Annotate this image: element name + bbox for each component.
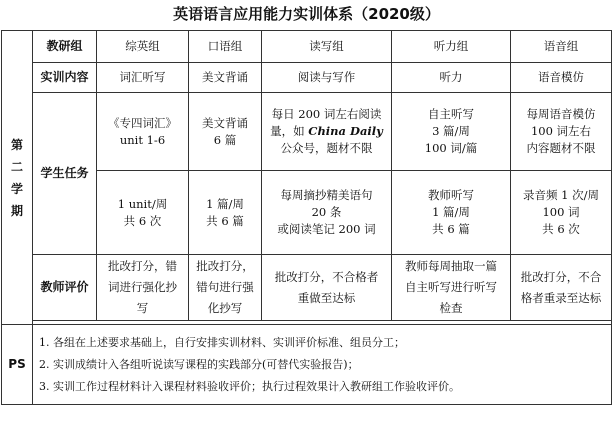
task-line: 1 unit/周 <box>117 196 168 211</box>
training-system-table <box>1 30 612 405</box>
task-line: 内容题材不限 <box>526 141 596 155</box>
task-line: 1 篇/周 <box>206 196 244 211</box>
eval-cell <box>189 255 262 321</box>
content-cell: 语音模仿 <box>511 63 612 93</box>
task-line: 100 词 <box>542 205 580 219</box>
ps-label: PS <box>2 325 33 405</box>
term-char: 期 <box>10 203 23 218</box>
term-char: 学 <box>10 181 23 196</box>
task-line: 教师听写 <box>428 188 474 202</box>
task-line: 共 6 次 <box>123 213 162 228</box>
eval-line: 错句进行强 <box>196 280 254 294</box>
eval-line: 批改打分， <box>196 259 254 273</box>
task-bottom-cell <box>392 171 511 255</box>
eval-line: 自主听写进行听写 <box>405 280 497 294</box>
content-cell: 美文背诵 <box>189 63 262 93</box>
eval-line: 化抄写 <box>207 301 243 315</box>
task-line: 3 篇/周 <box>432 124 470 138</box>
row-label-task: 学生任务 <box>33 93 97 255</box>
task-top-cell <box>97 93 189 171</box>
task-line: 自主听写 <box>428 107 474 121</box>
term-char: 二 <box>10 159 23 174</box>
task-line: 录音频 1 次/周 <box>522 188 599 202</box>
task-line: 20 条 <box>311 205 342 219</box>
task-line: 每周语音模仿 <box>526 107 596 121</box>
content-cell: 阅读与写作 <box>262 63 392 93</box>
eval-line: 批改打分，不合 <box>520 269 602 284</box>
group-name: 口语组 <box>189 31 262 63</box>
eval-line: 教师每周抽取一篇 <box>405 259 497 273</box>
group-name: 听力组 <box>392 31 511 63</box>
content-cell: 词汇听写 <box>97 63 189 93</box>
row-label-eval: 教师评价 <box>33 255 97 321</box>
task-line: unit 1-6 <box>119 132 166 147</box>
task-line: 1 篇/周 <box>432 205 470 219</box>
page-title: 英语语言应用能力实训体系（2020级） <box>173 5 440 23</box>
eval-cell <box>511 255 612 321</box>
eval-cell <box>262 255 392 321</box>
eval-line: 重做至达标 <box>297 290 356 305</box>
eval-line: 词进行强化抄 <box>108 280 177 294</box>
ps-note: 1. 各组在上述要求基础上，自行安排实训材料、实训评价标准、组员分工； <box>39 335 405 349</box>
eval-cell <box>97 255 189 321</box>
task-line: 每周摘抄精美语句 <box>280 188 373 202</box>
task-line: 共 6 次 <box>542 222 580 236</box>
newspaper-name: China Daily <box>308 124 383 138</box>
task-text: 量，如 <box>270 124 309 138</box>
ps-notes <box>33 325 612 405</box>
eval-line: 批改打分，不合格者 <box>274 269 379 284</box>
eval-line: 检查 <box>439 301 463 315</box>
task-line: 美文背诵 <box>202 115 248 130</box>
task-line: 6 篇 <box>213 132 237 147</box>
ps-note: 2. 实训成绩计入各组听说读写课程的实践部分(可替代实验报告)； <box>39 357 359 371</box>
task-line: 每日 200 词左右阅读 <box>271 107 382 121</box>
task-line: 公众号，题材不限 <box>280 141 373 155</box>
row-label-content: 实训内容 <box>33 63 97 93</box>
task-top-cell <box>392 93 511 171</box>
eval-line: 写 <box>136 301 149 315</box>
task-line: 100 词/篇 <box>424 141 478 155</box>
eval-line: 格者重录至达标 <box>520 290 602 305</box>
group-name: 读写组 <box>262 31 392 63</box>
task-bottom-cell <box>511 171 612 255</box>
task-line: 100 词左右 <box>530 124 592 138</box>
eval-cell <box>392 255 511 321</box>
task-top-cell <box>511 93 612 171</box>
group-name: 综英组 <box>97 31 189 63</box>
task-bottom-cell <box>97 171 189 255</box>
ps-note: 3. 实训工作过程材料计入课程材料验收评价；执行过程效果计入教研组工作验收评价。 <box>39 379 460 393</box>
term-char: 第 <box>10 137 23 152</box>
task-line: 共 6 篇 <box>206 213 244 228</box>
task-top-cell <box>189 93 262 171</box>
row-label-group: 教研组 <box>33 31 97 63</box>
task-line: 《专四词汇》 <box>108 115 177 130</box>
task-line: 或阅读笔记 200 词 <box>277 222 376 236</box>
task-bottom-cell <box>262 171 392 255</box>
eval-line: 批改打分，错 <box>108 259 177 273</box>
content-cell: 听力 <box>392 63 511 93</box>
group-name: 语音组 <box>511 31 612 63</box>
task-bottom-cell <box>189 171 262 255</box>
task-line <box>262 123 391 140</box>
term-label-cell <box>2 31 33 325</box>
task-line: 共 6 篇 <box>432 222 470 236</box>
task-top-cell <box>262 93 392 171</box>
